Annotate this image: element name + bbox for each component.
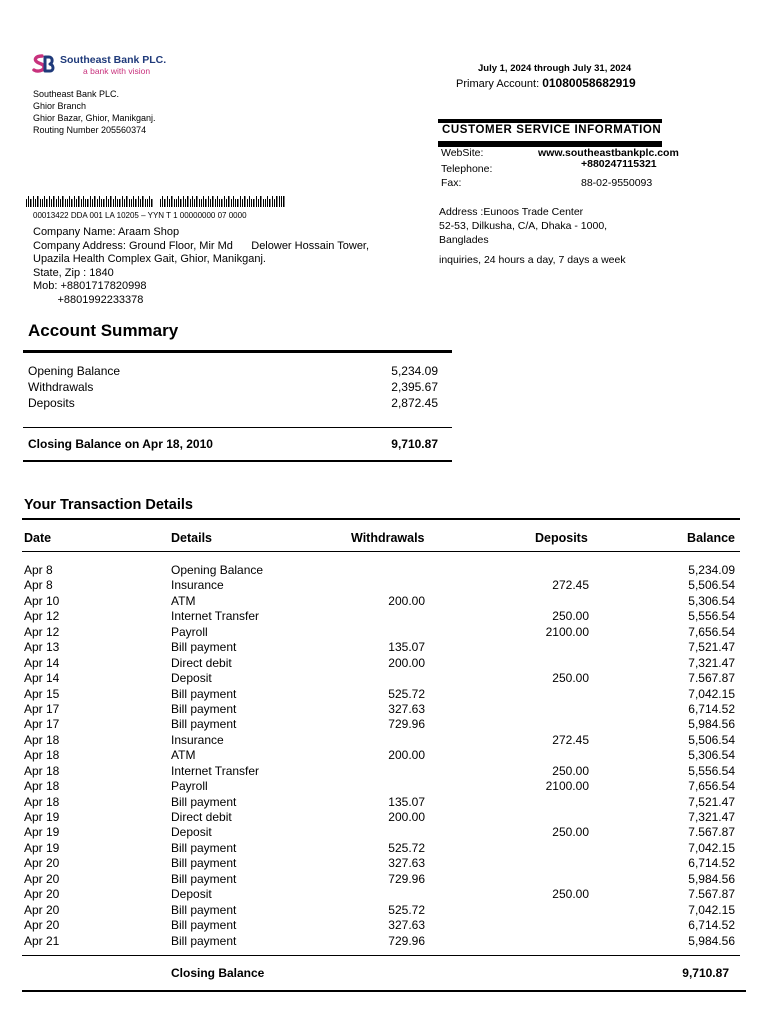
cell-withdrawal: 135.07 [388, 640, 425, 655]
cell-balance: 7,521.47 [688, 794, 735, 809]
cell-details: ATM [171, 593, 196, 608]
cell-date: Apr 19 [24, 810, 60, 824]
cell-balance: 6,714.52 [688, 918, 735, 933]
table-row [0, 563, 768, 578]
cell-details: Bill payment [171, 902, 237, 917]
primary-account-number: 01080058682919 [542, 76, 636, 90]
cell-date: Apr 18 [24, 732, 60, 747]
cell-details: Bill payment [171, 933, 237, 948]
cell-details: Direct debit [171, 810, 232, 824]
cell-deposit: 2100.00 [545, 779, 589, 794]
table-row [0, 810, 768, 825]
cell-details: ATM [171, 748, 196, 763]
account-summary-title: Account Summary [28, 321, 179, 340]
column-header-balance: Balance [687, 531, 735, 545]
cell-deposit: 272.45 [552, 732, 589, 747]
cell-date: Apr 15 [24, 686, 60, 701]
cell-details: Bill payment [171, 840, 237, 855]
company-info [33, 226, 369, 307]
table-row [0, 841, 768, 856]
cell-withdrawal: 327.63 [388, 701, 425, 716]
cell-date: Apr 14 [24, 655, 60, 670]
branch-address [33, 88, 156, 136]
cell-withdrawal: 327.63 [388, 918, 425, 933]
cell-details: Bill payment [171, 794, 237, 809]
cell-balance: 7,321.47 [688, 810, 735, 824]
company-line: Upazila Health Complex Gait, Ghior, Manikganj. [33, 253, 266, 265]
cell-details: Bill payment [171, 701, 237, 716]
cell-balance: 6,714.52 [688, 701, 735, 716]
cell-details: Deposit [171, 887, 212, 902]
branch-line: Ghior Branch [33, 101, 87, 111]
cell-deposit: 250.00 [552, 609, 589, 624]
cell-date: Apr 18 [24, 748, 60, 763]
table-row [0, 687, 768, 702]
cell-deposit: 250.00 [552, 887, 589, 902]
table-row [0, 640, 768, 655]
barcode-text: 00013422 DDA 001 LA 10205 – YYN T 1 00000000 07 0000 [33, 211, 247, 220]
summary-top-rule [23, 350, 452, 353]
company-line: State, Zip : 1840 [33, 266, 114, 279]
barcode-icon [26, 193, 286, 207]
table-row [0, 625, 768, 640]
cell-withdrawal: 200.00 [388, 810, 425, 824]
cell-details: Internet Transfer [171, 609, 260, 624]
cell-date: Apr 21 [24, 933, 60, 948]
table-row [0, 903, 768, 918]
cell-balance: 5,234.09 [688, 563, 735, 577]
branch-line: Ghior Bazar, Ghior, Manikganj. [33, 113, 156, 123]
table-row [0, 702, 768, 717]
table-row [0, 764, 768, 779]
cell-details: Payroll [171, 779, 208, 794]
column-header-details: Details [171, 531, 212, 545]
withdrawals-value: 2,395.67 [391, 380, 438, 394]
cell-details: Bill payment [171, 871, 237, 886]
table-row [0, 856, 768, 871]
customer-service-title: CUSTOMER SERVICE INFORMATION [442, 124, 662, 136]
cell-withdrawal: 729.96 [388, 933, 425, 948]
closing-balance-label: Closing Balance on Apr 18, 2010 [28, 437, 213, 451]
table-row [0, 733, 768, 748]
cell-details: Internet Transfer [171, 763, 260, 778]
table-row [0, 748, 768, 763]
cell-date: Apr 20 [24, 918, 60, 933]
cell-date: Apr 20 [24, 887, 60, 902]
primary-account-label: Primary Account: [456, 78, 540, 90]
footer-rule [22, 990, 746, 992]
bank-name: Southeast Bank PLC. [60, 54, 167, 66]
cell-date: Apr 12 [24, 624, 60, 639]
closing-balance-footer-value: 9,710.87 [682, 966, 729, 980]
cell-withdrawal: 200.00 [388, 655, 425, 670]
cell-details: Insurance [171, 732, 224, 747]
table-row [0, 656, 768, 671]
service-address [439, 205, 659, 247]
cell-balance: 7,656.54 [688, 624, 735, 639]
table-row [0, 594, 768, 609]
column-header-date: Date [24, 531, 52, 545]
cell-balance: 5,556.54 [688, 609, 735, 624]
cell-withdrawal: 525.72 [388, 840, 425, 855]
cell-date: Apr 20 [24, 871, 60, 886]
statement-period: July 1, 2024 through July 31, 2024 [478, 63, 632, 74]
cell-date: Apr 14 [24, 671, 60, 686]
cell-date: Apr 20 [24, 902, 60, 917]
column-header-withdrawals: Withdrawals [351, 531, 425, 545]
company-line: Company Address: Ground Floor, Mir Md Delower Hossain Tower, [33, 239, 370, 252]
deposits-label: Deposits [28, 396, 75, 410]
fax-value: 88-02-9550093 [581, 177, 653, 189]
cell-withdrawal: 525.72 [388, 902, 425, 917]
table-row [0, 578, 768, 593]
cell-balance: 5,306.54 [688, 593, 735, 608]
cell-balance: 6,714.52 [688, 856, 735, 871]
table-row [0, 872, 768, 887]
cell-balance: 5,984.56 [688, 717, 735, 732]
cell-details: Opening Balance [171, 563, 264, 577]
summary-bottom-rule [23, 460, 452, 462]
cell-date: Apr 17 [24, 717, 60, 732]
cell-date: Apr 12 [24, 609, 60, 624]
cell-balance: 7,521.47 [688, 640, 735, 655]
cell-balance: 5,984.56 [688, 933, 735, 948]
cell-withdrawal: 729.96 [388, 717, 425, 732]
branch-line: Southeast Bank PLC. [33, 89, 120, 99]
withdrawals-label: Withdrawals [28, 380, 94, 394]
transactions-table [0, 563, 768, 949]
cell-balance: 7,321.47 [688, 655, 735, 670]
cell-withdrawal: 327.63 [388, 856, 425, 871]
cell-withdrawal: 200.00 [388, 748, 425, 763]
cell-details: Bill payment [171, 717, 237, 732]
primary-account [456, 76, 636, 90]
fax-label: Fax: [441, 177, 462, 189]
cell-details: Direct debit [171, 655, 232, 670]
cell-date: Apr 10 [24, 593, 60, 608]
cell-date: Apr 20 [24, 856, 60, 871]
transactions-title: Your Transaction Details [24, 497, 193, 513]
cell-date: Apr 17 [24, 701, 60, 716]
cell-withdrawal: 200.00 [388, 593, 425, 608]
cell-balance: 7.567.87 [688, 671, 735, 686]
cell-details: Deposit [171, 671, 212, 686]
cell-deposit: 250.00 [552, 763, 589, 778]
branch-line: Routing Number 205560374 [33, 125, 147, 135]
inquiries-note: inquiries, 24 hours a day, 7 days a week [439, 254, 626, 266]
cell-balance: 7.567.87 [688, 825, 735, 840]
cell-details: Bill payment [171, 918, 237, 933]
cell-balance: 5,506.54 [688, 732, 735, 747]
cell-balance: 7.567.87 [688, 887, 735, 902]
cell-balance: 5,984.56 [688, 871, 735, 886]
table-row [0, 887, 768, 902]
cell-date: Apr 8 [24, 563, 53, 577]
closing-balance-value: 9,710.87 [391, 437, 438, 451]
service-address-line: Address :Eunoos Trade Center [439, 206, 584, 218]
deposits-value: 2,872.45 [391, 396, 438, 410]
cell-deposit: 2100.00 [545, 624, 589, 639]
service-address-line: Banglades [439, 234, 489, 246]
opening-balance-value: 5,234.09 [391, 364, 438, 378]
cell-date: Apr 18 [24, 763, 60, 778]
table-row [0, 717, 768, 732]
transactions-top-rule [22, 518, 740, 520]
column-header-deposits: Deposits [535, 531, 588, 545]
closing-balance-footer-label: Closing Balance [171, 966, 265, 980]
cell-date: Apr 19 [24, 825, 60, 840]
table-row [0, 609, 768, 624]
cell-date: Apr 13 [24, 640, 60, 655]
table-row [0, 779, 768, 794]
cell-details: Bill payment [171, 686, 237, 701]
cell-withdrawal: 135.07 [388, 794, 425, 809]
cell-details: Bill payment [171, 640, 237, 655]
bank-logo-icon [32, 54, 56, 74]
cell-balance: 7,042.15 [688, 686, 735, 701]
cell-date: Apr 8 [24, 578, 53, 593]
cell-date: Apr 18 [24, 779, 60, 794]
bank-tagline: a bank with vision [83, 66, 151, 76]
cell-details: Payroll [171, 624, 208, 639]
website-link[interactable]: www.southeastbankplc.com [538, 147, 679, 159]
cell-deposit: 272.45 [552, 578, 589, 593]
table-row [0, 671, 768, 686]
summary-mid-rule [23, 427, 452, 428]
telephone-value: +880247115321 [581, 158, 657, 170]
company-line: Company Name: Araam Shop [33, 226, 180, 238]
cell-withdrawal: 525.72 [388, 686, 425, 701]
cell-deposit: 250.00 [552, 825, 589, 840]
table-row [0, 825, 768, 840]
website-label: WebSite: [441, 147, 484, 159]
table-row [0, 795, 768, 810]
transactions-bottom-rule [22, 955, 740, 956]
cell-details: Bill payment [171, 856, 237, 871]
cs-title-rule [438, 119, 662, 123]
table-row [0, 934, 768, 949]
cell-date: Apr 18 [24, 794, 60, 809]
table-row [0, 918, 768, 933]
cell-details: Insurance [171, 578, 224, 593]
cell-deposit: 250.00 [552, 671, 589, 686]
telephone-label: Telephone: [441, 163, 493, 175]
cell-details: Deposit [171, 825, 212, 840]
cell-balance: 7,042.15 [688, 840, 735, 855]
cell-balance: 7,656.54 [688, 779, 735, 794]
service-address-line: 52-53, Dilkusha, C/A, Dhaka - 1000, [439, 220, 608, 232]
cell-balance: 7,042.15 [688, 902, 735, 917]
header-underline [22, 551, 740, 552]
opening-balance-label: Opening Balance [28, 364, 121, 378]
cell-balance: 5,306.54 [688, 748, 735, 763]
cell-date: Apr 19 [24, 840, 60, 855]
cell-balance: 5,556.54 [688, 763, 735, 778]
company-line: Mob: +8801717820998 [33, 280, 147, 292]
cell-balance: 5,506.54 [688, 578, 735, 593]
company-line: +8801992233378 [33, 293, 144, 306]
cell-withdrawal: 729.96 [388, 871, 425, 886]
